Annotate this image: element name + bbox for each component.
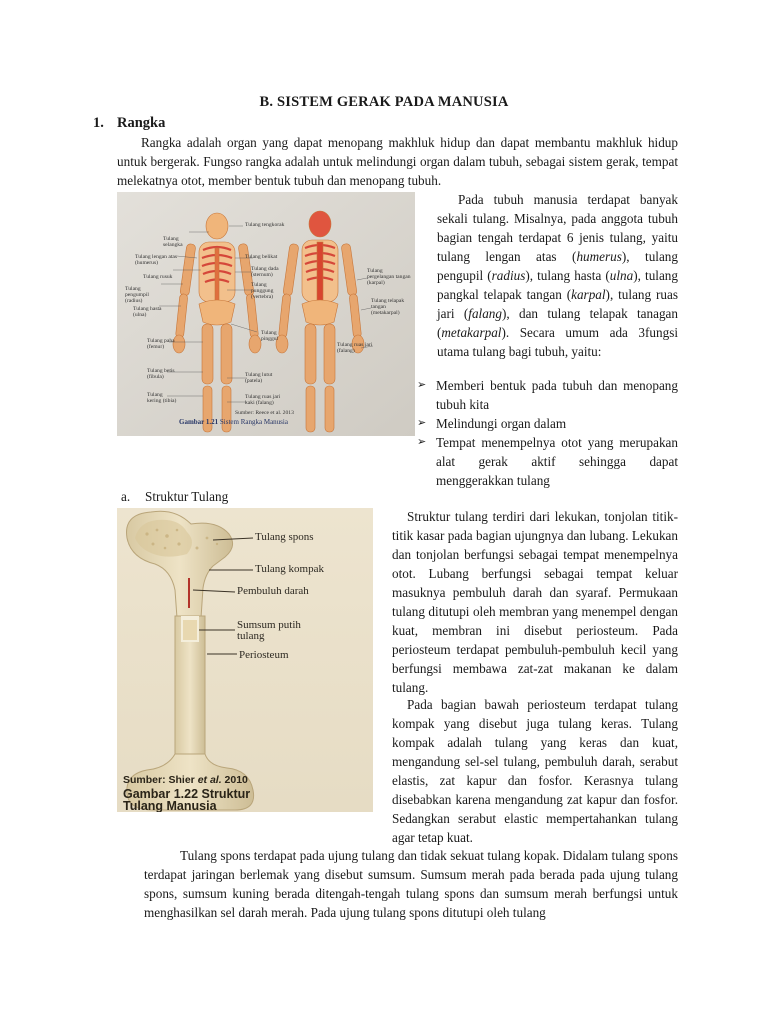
figure2-source-year: 2010 — [221, 774, 248, 786]
label-tulang-lutut: Tulang lutut (patela) — [245, 372, 273, 384]
label-tulang-tengkorak: Tulang tengkorak — [245, 222, 285, 228]
label-tulang-punggung: Tulang punggung (vertebra) — [251, 282, 274, 300]
p2-term-falang: falang — [468, 306, 502, 321]
bullet-text: Tempat menempelnya otot yang merupakan alat gerak aktif sehingga dapat menggerakkan tulang — [436, 435, 678, 488]
figure2-source — [123, 774, 363, 786]
p2-text-1: Pada tubuh manusia terdapat banyak sekali tulang. Misalnya, pada anggota tubuh bagian tengah terdapat 6 jenis tulang, yaitu tulang lengan atas ( — [437, 192, 678, 264]
p2-text-3: ), tulang hasta ( — [525, 268, 610, 283]
paragraph-tulang-kompak: Pada bagian bawah periosteum terdapat tulang kompak yang disebut juga tulang keras. Tulang kompak adalah tulang yang keras dan kuat, mengandung sel-sel tulang, pembuluh darah, serabut elastis, zat kapur dan fosfor. Kerasnya tulang disebabkan karena mengandung zat kapur dan fosfor. Sedangkan serabut elastic mempertahankan tulang agar tetap kuat. — [392, 697, 678, 845]
figure1-caption — [179, 418, 409, 426]
figure2-source-prefix: Sumber: Shier — [123, 774, 198, 786]
label-tulang-belikat: Tulang belikat — [245, 254, 278, 260]
label-periosteum: Periosteum — [239, 649, 289, 661]
paragraph-rangka-intro: Rangka adalah organ yang dapat menopang makhluk hidup dan dapat membantu makhluk hidup untuk bergerak. Fungso rangka adalah untuk melindungi organ dalam tubuh, sebagai sistem gerak, tempat melekatnya otot, member bentuk tubuh dan menopang tubuh. — [117, 135, 678, 188]
p2-text-4: ), tulang pangkal telapak tangan ( — [437, 268, 678, 302]
label-tulang-selangka: Tulang selangka — [163, 236, 183, 248]
label-tulang-spons: Tulang spons — [255, 531, 314, 543]
label-tulang-kompak: Tulang kompak — [255, 563, 324, 575]
figure2-caption-line-1: Gambar 1.22 Struktur — [123, 787, 251, 801]
p2-term-humerus: humerus — [576, 249, 622, 264]
section-title: Rangka — [117, 115, 166, 131]
label-tulang-ruas-jari: Tulang ruas jari (falang) — [337, 342, 373, 354]
p2-text-7: ). Secara umum ada 3fungsi utama tulang bagi tubuh, yaitu: — [437, 325, 678, 359]
label-pembuluh-darah: Pembuluh darah — [237, 585, 309, 597]
arrow-bullet-icon: ➢ — [417, 379, 427, 391]
label-tulang-paha: Tulang paha (femur) — [147, 338, 175, 350]
figure2-source-etal: et al. — [197, 774, 222, 786]
label-tulang-ruas-jari-kaki: Tulang ruas jari kaki (falang) — [245, 394, 281, 406]
label-tulang-pengumpil: Tulang pengumpil (radius) — [125, 286, 149, 304]
p2-term-radius: radius — [491, 268, 526, 283]
label-tulang-pinggul: Tulang pinggul — [261, 330, 279, 342]
subsection-number: a. — [121, 489, 131, 504]
label-tulang-hasta: Tulang hasta (ulna) — [133, 306, 162, 318]
p2-term-karpal: karpal — [571, 287, 606, 302]
label-tulang-dada: Tulang dada (sternum) — [251, 266, 279, 278]
label-tulang-kering: Tulang kering (tibia) — [147, 392, 177, 404]
subsection-title: Struktur Tulang — [145, 489, 229, 504]
label-sumsum-putih-tulang: Sumsum putih tulang — [237, 619, 301, 642]
bullet-list-fungsi — [417, 376, 678, 490]
p2-term-metakarpal: metakarpal — [441, 325, 502, 340]
section-heading-rangka — [93, 115, 165, 132]
p2-term-ulna: ulna — [609, 268, 634, 283]
label-tulang-telapak-tangan: Tulang telapak tangan (metakarpal) — [371, 298, 405, 316]
figure-bone-structure — [117, 508, 373, 812]
arrow-bullet-icon: ➢ — [417, 436, 427, 448]
paragraph-struktur-tulang: Struktur tulang terdiri dari lekukan, tonjolan titik-titik kasar pada bagian ujungnya dan lubang. Lekukan dan tonjolan berfungsi sebagai tempat menempelnya otot. Lubang berfungsi sebagai tempat keluar masuknya pembuluh darah dan syaraf. Permukaan tulang ditutupi oleh membran yang menempel dengan kuat, membran ini disebut periosteum. Pada periosteum terdapat pembuluh-pembuluh kecil yang berfungsi membawa zat-zat makanan ke dalam tulang. — [392, 509, 678, 695]
list-item — [417, 376, 678, 414]
p2-text-6: ), dan tulang telapak tanagan ( — [437, 306, 678, 340]
bullet-text: Memberi bentuk pada tubuh dan menopang tubuh kita — [436, 378, 678, 412]
list-item — [417, 433, 678, 490]
figure1-source: Sumber: Reece et al. 2013 — [235, 410, 294, 416]
label-tulang-pergelangan-tangan: Tulang pergelangan tangan (karpal) — [367, 268, 411, 286]
section-number: 1. — [93, 115, 104, 131]
label-tulang-betis: Tulang betis (fibula) — [147, 368, 175, 380]
figure2-caption-line-2: Tulang Manusia — [123, 799, 217, 812]
label-tulang-rusuk: Tulang rusuk — [143, 274, 173, 280]
arrow-bullet-icon: ➢ — [417, 417, 427, 429]
paragraph-tulang-tubuh — [437, 190, 678, 361]
p2-text-2: ), tulang pengupil ( — [437, 249, 678, 283]
page-title: B. SISTEM GERAK PADA MANUSIA — [259, 94, 509, 110]
list-item — [417, 414, 678, 433]
paragraph-tulang-spons: Tulang spons terdapat pada ujung tulang dan tidak sekuat tulang kopak. Didalam tulang spons terdapat jaringan berlemak yang disebut sumsum. Sumsum merah pada berada pada ujung tulang spons, sumsum kuning berada ditengah-tengah tulang spons dan sumsum merah berfungsi untuk menghasilkan sel darah merah. Pada ujung tulang spons ditutupi oleh tulang — [144, 848, 678, 920]
p2-text-5: ), tulang ruas jari ( — [437, 287, 678, 321]
bullet-text: Melindungi organ dalam — [436, 416, 567, 431]
figure1-caption-number: Gambar 1.21 — [179, 418, 219, 426]
figure1-caption-text: Sistem Rangka Manusia — [218, 418, 288, 426]
subsection-heading-struktur-tulang — [121, 489, 228, 505]
label-tulang-lengan-atas: Tulang lengan atas (humerus) — [135, 254, 178, 266]
figure-skeleton — [117, 192, 415, 436]
